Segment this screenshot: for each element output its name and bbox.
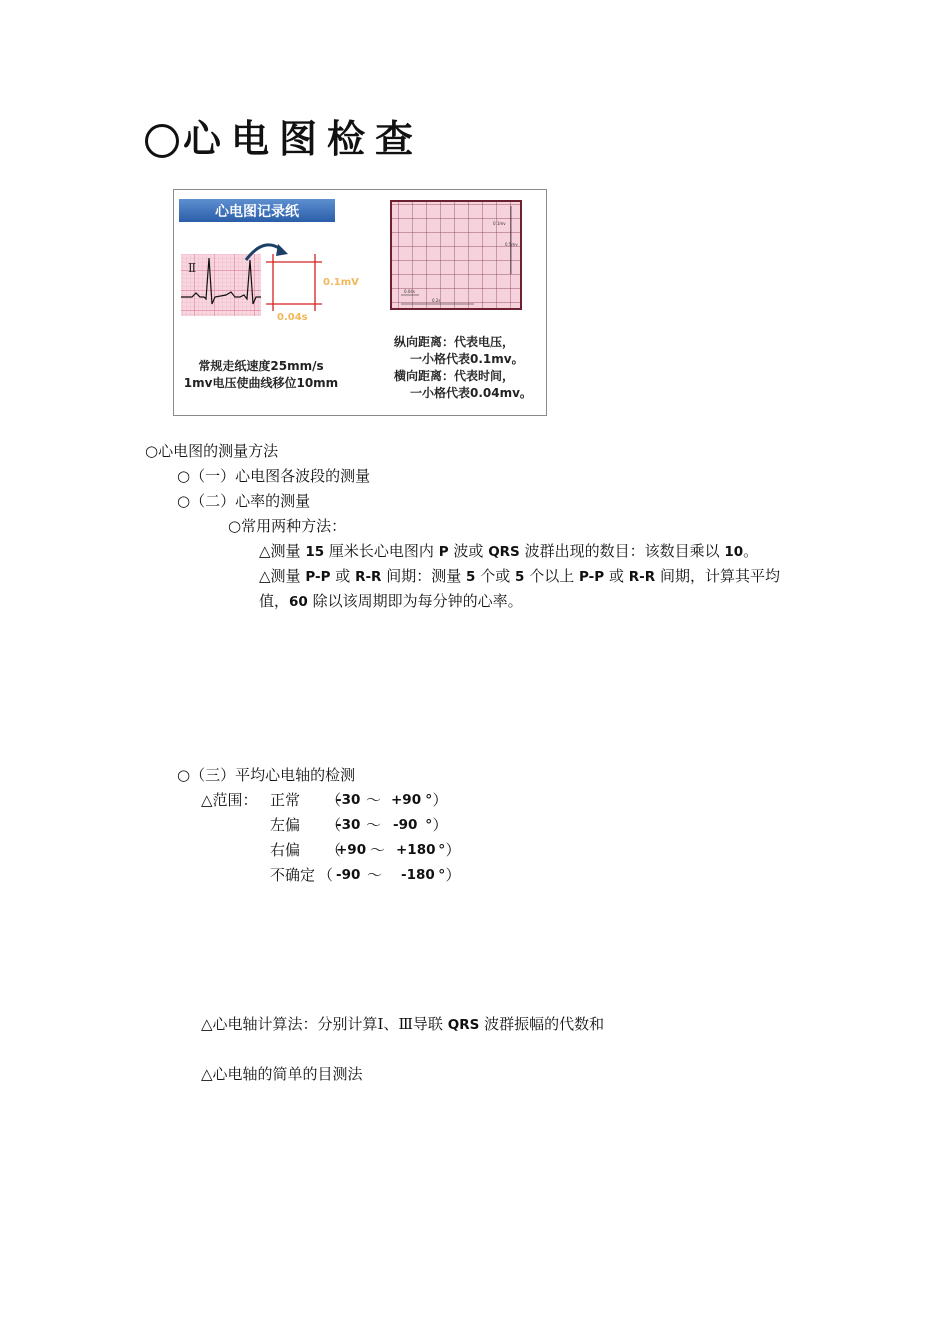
caption-right-line: 一小格代表0.1mv。 xyxy=(410,352,524,366)
lead-label: Ⅱ xyxy=(188,261,197,275)
axis-row-a: -30 xyxy=(336,792,361,808)
small-label: 0.2s xyxy=(432,298,441,303)
small-label: 0.5mv xyxy=(505,242,518,247)
axis-row-tilde: ～ xyxy=(366,791,382,809)
list-item: ○常用两种方法： xyxy=(228,517,347,535)
time-label: 0.04s xyxy=(277,312,308,323)
section-heading: ○（三）平均心电轴的检测 xyxy=(177,766,356,784)
ecg-paper-figure xyxy=(173,189,547,416)
axis-row-b: +90 xyxy=(391,792,422,808)
small-label: 0.04s xyxy=(404,289,415,294)
section-heading: ○心电图的测量方法 xyxy=(145,442,279,460)
caption-right-line: 横向距离：代表时间， xyxy=(394,369,515,383)
range-label: △范围： xyxy=(201,791,258,809)
voltage-label: 0.1mV xyxy=(323,277,359,288)
caption-left-line: 1mv电压使曲线移位10mm xyxy=(183,376,339,390)
caption-left-line: 常规走纸速度25mm/s xyxy=(198,359,324,373)
axis-row-b: +180 xyxy=(396,842,436,858)
axis-row-tilde: ～ xyxy=(370,841,386,859)
axis-row-open: （ xyxy=(326,791,342,809)
axis-row-close: °） xyxy=(438,866,461,884)
axis-row-close: °） xyxy=(438,841,461,859)
axis-row-tilde: ～ xyxy=(366,816,382,834)
axis-row-name: 正常 xyxy=(270,791,301,809)
ecg-figure-graphic xyxy=(174,190,546,415)
axis-row-a: -30 xyxy=(336,817,361,833)
method-line-2-cont: 值，60 除以该周期即为每分钟的心率。 xyxy=(259,592,523,610)
axis-simple-line: △心电轴的简单的目测法 xyxy=(201,1065,363,1083)
method-line-1: △测量 15 厘米长心电图内 P 波或 QRS 波群出现的数目：该数目乘以 10。 xyxy=(259,542,759,560)
arrow-head-icon xyxy=(276,244,288,256)
list-item: ○（一）心电图各波段的测量 xyxy=(177,467,371,485)
axis-row-a: +90 xyxy=(336,842,367,858)
banner-title: 心电图记录纸 xyxy=(215,204,299,220)
axis-row-a: -90 xyxy=(336,867,361,883)
axis-row-close: °） xyxy=(425,816,448,834)
axis-row-name: 右偏 xyxy=(270,841,301,859)
small-label: 0.1mv xyxy=(493,221,506,226)
circle-icon xyxy=(145,124,179,158)
axis-row-close: °） xyxy=(425,791,448,809)
axis-row-name: 不确定 xyxy=(270,866,316,884)
axis-row-open: （ xyxy=(326,816,342,834)
axis-row-b: -90 xyxy=(393,817,418,833)
caption-right-line: 一小格代表0.04mv。 xyxy=(410,386,532,400)
axis-row-b: -180 xyxy=(401,867,435,883)
page-title: 心电图检查 xyxy=(145,108,423,163)
list-item: ○（二）心率的测量 xyxy=(177,492,311,510)
caption-right-line: 纵向距离：代表电压， xyxy=(394,335,515,349)
axis-row-name: 左偏 xyxy=(270,816,301,834)
axis-row-open: （ xyxy=(318,866,334,884)
method-line-2: △测量 P-P 或 R-R 间期：测量 5 个或 5 个以上 P-P 或 R-R 间期，计算其平均 xyxy=(259,567,780,585)
axis-row-open: （ xyxy=(326,841,342,859)
axis-row-tilde: ～ xyxy=(367,866,383,884)
axis-calc-line: △心电轴计算法：分别计算Ⅰ、Ⅲ导联 QRS 波群振幅的代数和 xyxy=(201,1015,605,1033)
